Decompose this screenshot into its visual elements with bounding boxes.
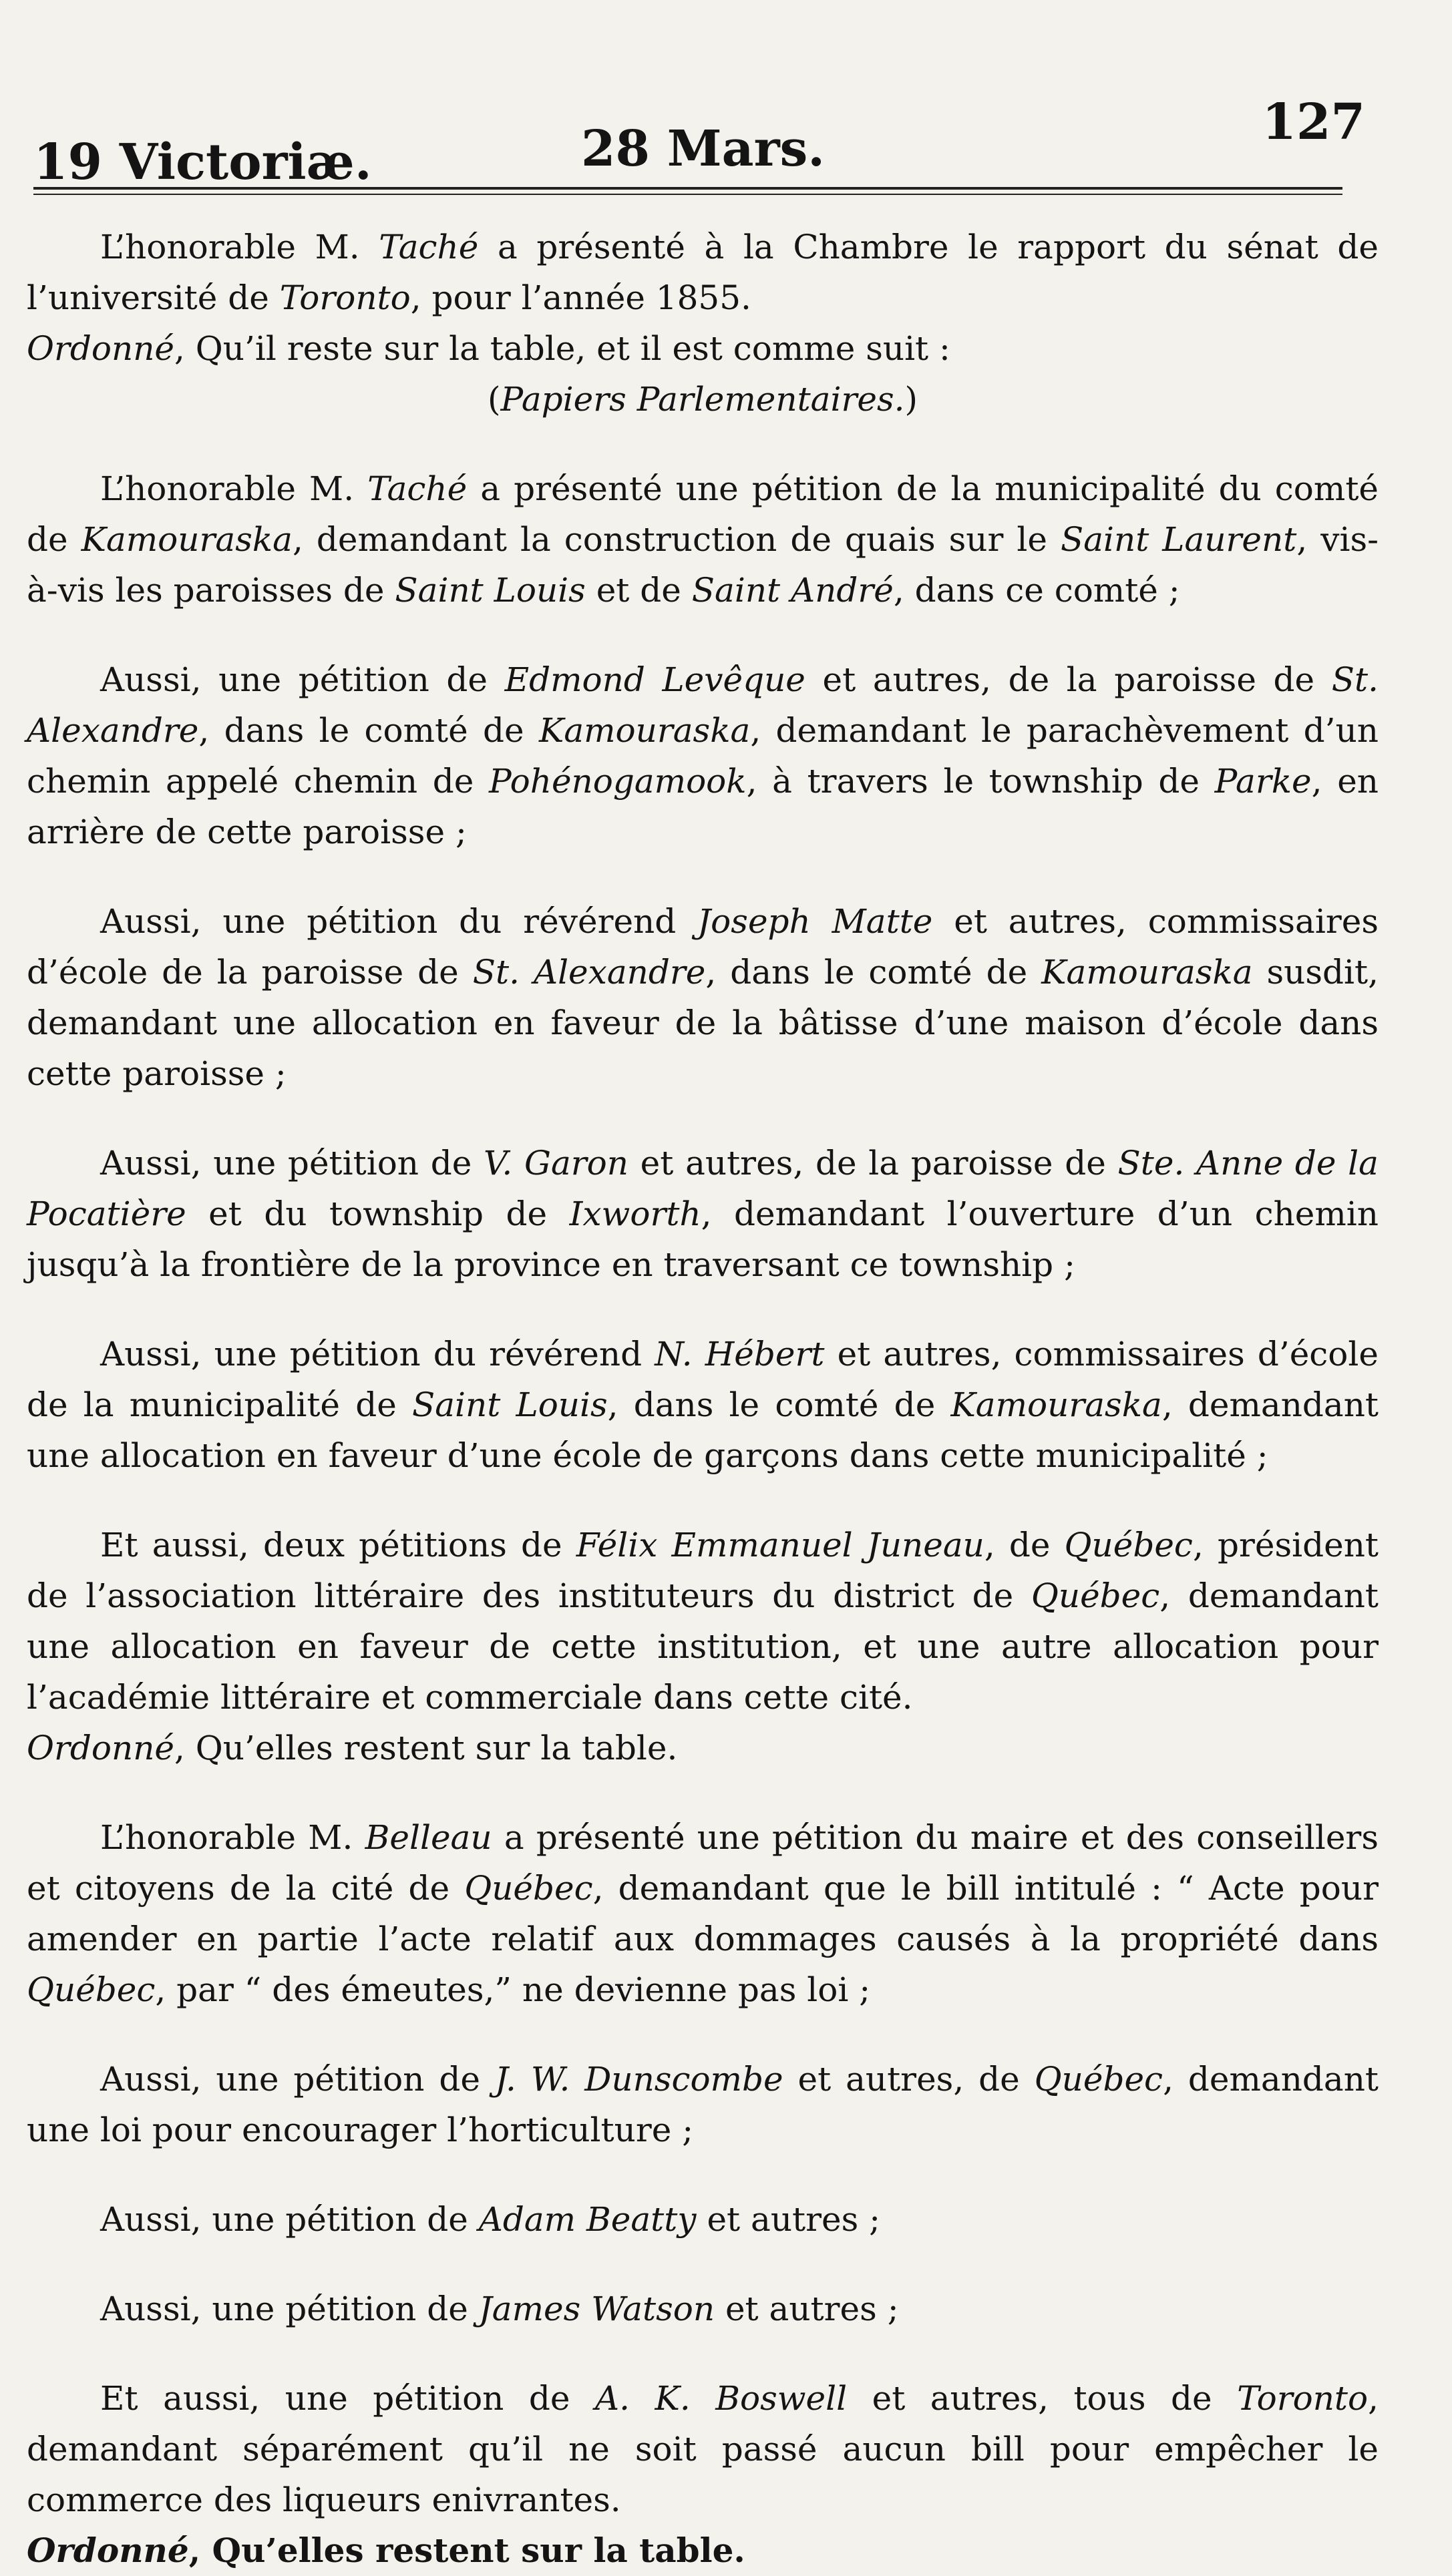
paragraph: L’honorable M. Taché a présenté une pétition de la municipalité du comté de Kamouraska, demandant la construction de quais sur le Saint Laurent, vis-à-vis les paroisses de Saint Louis et de Saint André, dans ce comté ; (27, 469, 1379, 610)
paragraph: Et aussi, une pétition de A. K. Boswell et autres, tous de Toronto, demandant séparément qu’il ne soit passé aucun bill pour empêcher le commerce des liqueurs enivrantes. (27, 2379, 1379, 2519)
italic-name: Kamouraska (950, 1385, 1162, 1424)
entry-petition-garon (27, 1138, 1379, 1290)
paragraph: Aussi, une pétition de Adam Beatty et autres ; (100, 2200, 881, 2239)
order-line: Ordonné, Qu’elles restent sur la table. (27, 1729, 678, 1767)
italic-name: Adam Beatty (478, 2200, 697, 2239)
entry-petition-matte (27, 896, 1379, 1099)
italic-name: St. Alexandre (27, 660, 1379, 750)
italic-name: J. W. Dunscombe (494, 2060, 783, 2099)
italic-name: Ordonné (27, 329, 174, 368)
entry-petition-dunscombe (27, 2054, 1379, 2155)
italic-name: Kamouraska (81, 520, 293, 559)
italic-name: Toronto (279, 278, 411, 317)
order-line: Ordonné, Qu’il reste sur la table, et il est comme suit : (27, 329, 950, 368)
italic-name: Edmond Levêque (504, 660, 805, 699)
italic-name: Papiers Parlementaires. (500, 380, 905, 419)
italic-name: A. K. Boswell (594, 2379, 848, 2418)
page-number: 127 (1262, 93, 1365, 151)
italic-name: Pohénogamook (489, 762, 747, 801)
italic-name: Québec (1031, 1576, 1160, 1615)
entry-petition-beatty (27, 2194, 1379, 2245)
entry-petition-watson (27, 2284, 1379, 2334)
italic-name: Ixworth (569, 1195, 701, 1233)
italic-name: Kamouraska (1041, 953, 1253, 992)
paragraph: Aussi, une pétition de V. Garon et autres, de la paroisse de Ste. Anne de la Pocatière et du township de Ixworth, demandant l’ouverture d’un chemin jusqu’à la frontière de la province en traversant ce township ; (27, 1144, 1379, 1284)
paragraph: Aussi, une pétition du révérend Joseph Matte et autres, commissaires d’école de la paroisse de St. Alexandre, dans le comté de Kamouraska susdit, demandant une allocation en faveur de la bâtisse d’une maison d’école dans cette paroisse ; (27, 902, 1379, 1093)
italic-name: Ste. Anne de la Pocatière (27, 1144, 1379, 1233)
italic-name: Québec (27, 1970, 156, 2009)
date-label: 28 Mars. (581, 120, 826, 178)
italic-name: Ordonné (27, 1729, 174, 1767)
paragraph: Aussi, une pétition du révérend N. Hébert et autres, commissaires d’école de la municipalité de Saint Louis, dans le comté de Kamouraska, demandant une allocation en faveur d’une école de garçons dans cette municipalité ; (27, 1335, 1379, 1475)
italic-name: Taché (367, 469, 468, 508)
italic-name: V. Garon (484, 1144, 628, 1183)
session-label: 19 Victoriæ. (33, 134, 372, 191)
entry-petition-juneau (27, 1520, 1379, 1773)
italic-name: St. Alexandre (472, 953, 706, 992)
paragraph: Aussi, une pétition de Edmond Levêque et autres, de la paroisse de St. Alexandre, dans le comté de Kamouraska, demandant le parachèvement d’un chemin appelé chemin de Pohénogamook, à travers le township de Parke, en arrière de cette paroisse ; (27, 660, 1379, 851)
italic-name: Québec (1064, 1526, 1193, 1564)
italic-name: Belleau (365, 1818, 492, 1857)
italic-name: Saint Laurent (1060, 520, 1297, 559)
entry-petition-boswell (27, 2373, 1379, 2576)
italic-name: James Watson (478, 2290, 715, 2328)
italic-name: Saint Louis (411, 1385, 608, 1424)
entry-petition-hebert (27, 1329, 1379, 1481)
paragraph: Aussi, une pétition de J. W. Dunscombe et autres, de Québec, demandant une loi pour encourager l’horticulture ; (27, 2060, 1379, 2149)
papers-reference: (Papiers Parlementaires.) (487, 380, 918, 419)
italic-name: N. Hébert (655, 1335, 825, 1373)
italic-name: Québec (464, 1869, 593, 1908)
entry-petition-kamouraska (27, 463, 1379, 616)
order-line: Ordonné, Qu’elles restent sur la table. (27, 2531, 745, 2570)
italic-name: Félix Emmanuel Juneau (576, 1526, 984, 1564)
italic-name: Saint Louis (395, 571, 586, 610)
page-header (27, 87, 1379, 191)
italic-name: Toronto (1237, 2379, 1369, 2418)
entry-petition-leveque (27, 654, 1379, 857)
italic-name: Taché (379, 228, 479, 266)
paragraph: L’honorable M. Taché a présenté à la Chambre le rapport du sénat de l’université de Toronto, pour l’année 1855. (27, 228, 1379, 317)
italic-name: Joseph Matte (697, 902, 933, 941)
paragraph: Aussi, une pétition de James Watson et autres ; (100, 2290, 899, 2328)
entry-rapport-universite (27, 222, 1379, 425)
paragraph: Et aussi, deux pétitions de Félix Emmanuel Juneau, de Québec, président de l’association littéraire des instituteurs du district de Québec, demandant une allocation en faveur de cette institution, et une autre allocation pour l’académie littéraire et commerciale dans cette cité. (27, 1526, 1379, 1717)
italic-name: Saint André (691, 571, 894, 610)
italic-name: Ordonné (27, 2531, 189, 2570)
italic-name: Kamouraska (538, 711, 751, 750)
entry-petition-belleau (27, 1812, 1379, 2015)
paragraph: L’honorable M. Belleau a présenté une pétition du maire et des conseillers et citoyens de la cité de Québec, demandant que le bill intitulé : “ Acte pour amender en partie l’acte relatif aux dommages causés à la propriété dans Québec, par “ des émeutes,” ne devienne pas loi ; (27, 1818, 1379, 2009)
italic-name: Parke (1214, 762, 1312, 801)
italic-name: Québec (1034, 2060, 1163, 2099)
